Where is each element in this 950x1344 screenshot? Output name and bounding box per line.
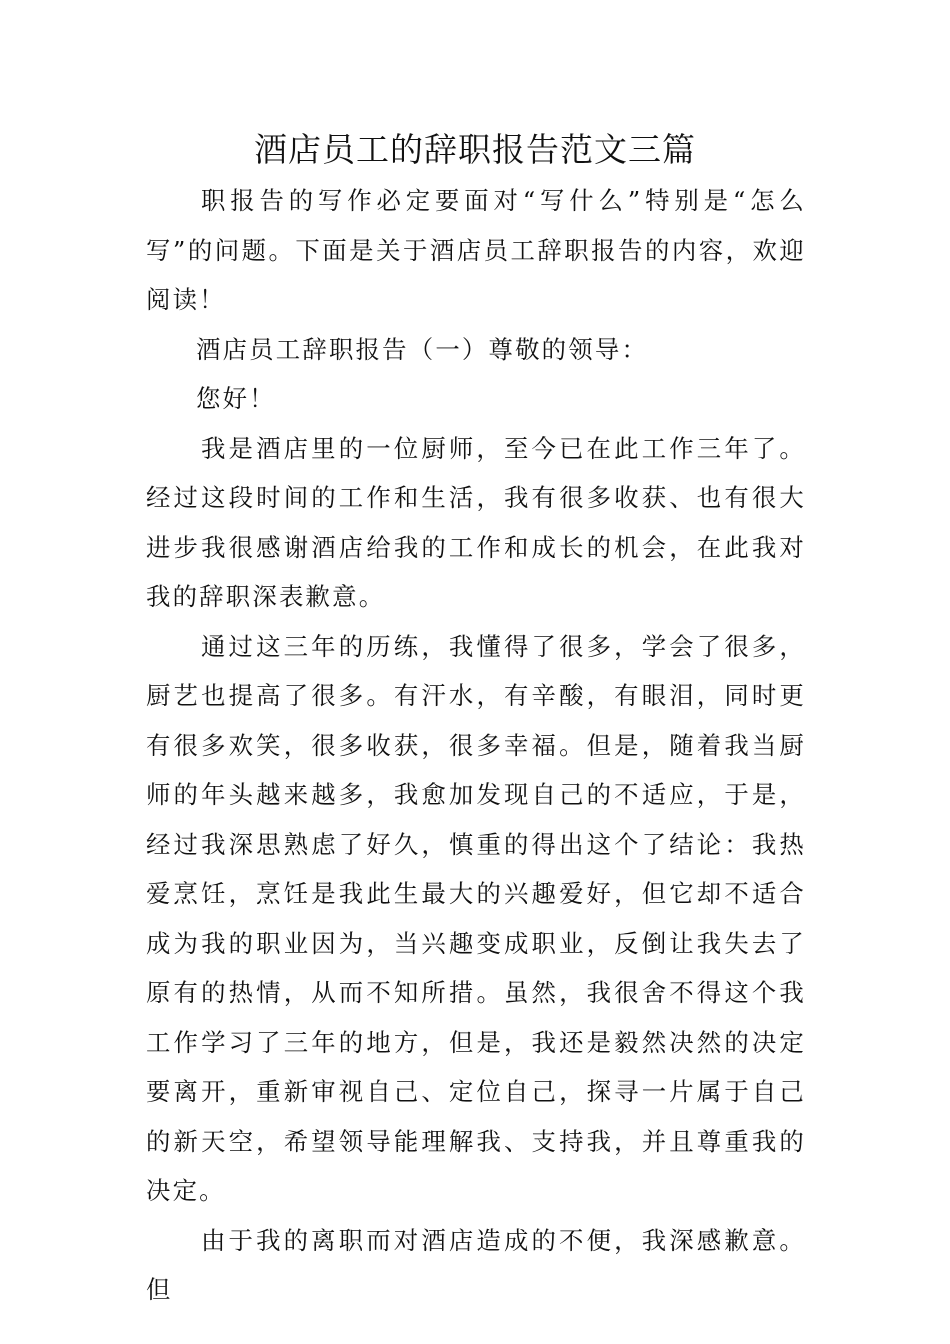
body-paragraph-2: 通过这三年的历练，我懂得了很多，学会了很多，厨艺也提高了很多。有汗水，有辛酸，有眼泪，同时更有很多欢笑，很多收获，很多幸福。但是，随着我当厨师的年头越来越多，我愈加发现自己的不适应，于是，经过我深思熟虑了好久，慎重的得出这个了结论：我热爱烹饪，烹饪是我此生最大的兴趣爱好，但它却不适合成为我的职业因为，当兴趣变成职业，反倒让我失去了原有的热情，从而不知所措。虽然，我很舍不得这个我工作学习了三年的地方，但是，我还是毅然决然的决定要离开，重新审视自己、定位自己，探寻一片属于自己的新天空，希望领导能理解我、支持我，并且尊重我的决定。 (146, 631, 806, 1205)
body-paragraph-1: 我是酒店里的一位厨师，至今已在此工作三年了。经过这段时间的工作和生活，我有很多收获、也有很大进步我很感谢酒店给我的工作和成长的机会，在此我对我的辞职深表歉意。 (146, 433, 806, 611)
body-paragraph-3: 由于我的离职而对酒店造成的不便，我深感歉意。但 (146, 1225, 806, 1304)
letter-heading: 酒店员工辞职报告（一）尊敬的领导： (196, 334, 649, 364)
document-body (146, 176, 806, 1315)
intro-paragraph: 职报告的写作必定要面对“写什么”特别是“怎么写”的问题。下面是关于酒店员工辞职报告的内容，欢迎阅读！ (146, 186, 806, 314)
document-title: 酒店员工的辞职报告范文三篇 (254, 130, 696, 169)
greeting: 您好！ (196, 384, 276, 413)
